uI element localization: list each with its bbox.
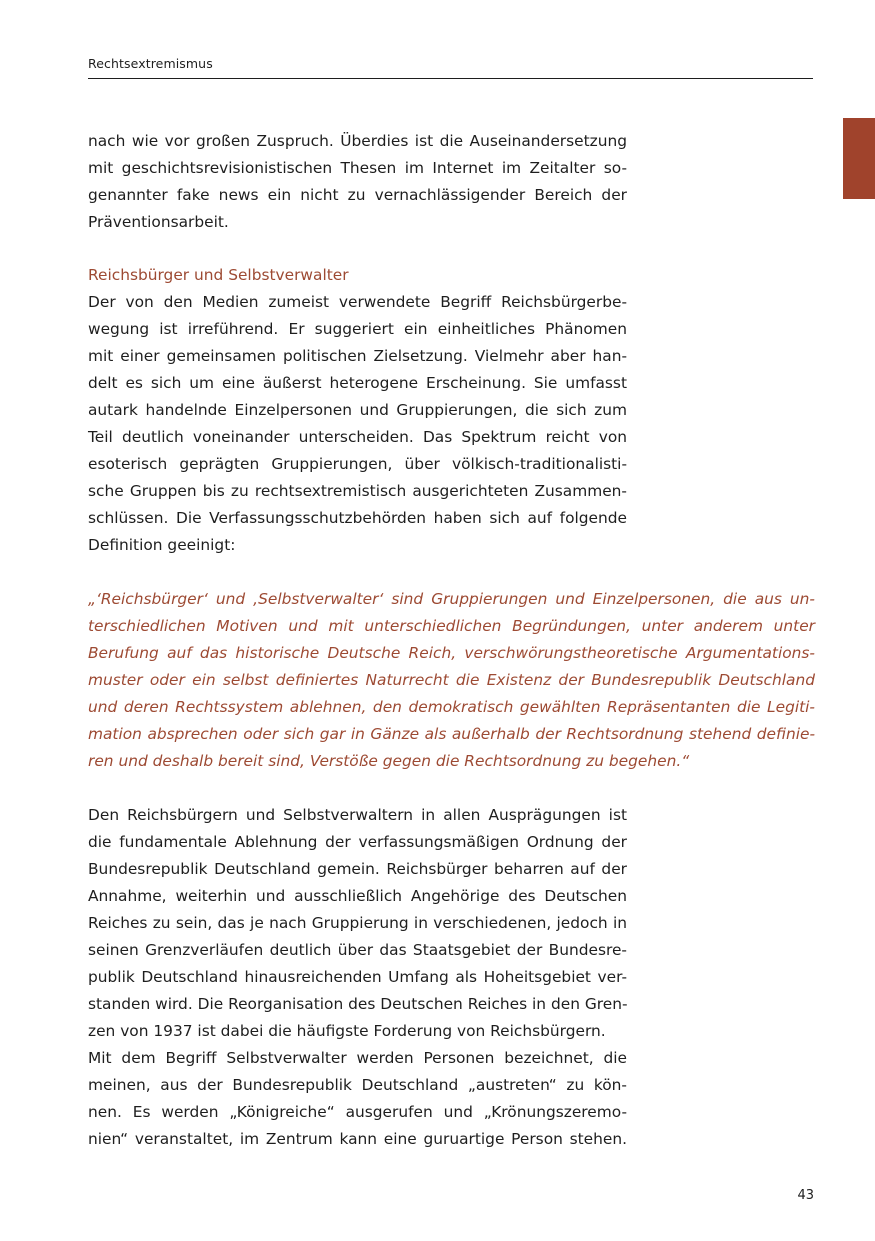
text-line: meinen, aus der Bundesrepublik Deutschland „austreten“ zu kön-	[88, 1076, 627, 1094]
quote-line: terschiedlichen Motiven und mit unterschiedlichen Begründungen, unter anderem unter	[88, 617, 815, 635]
text-line: seinen Grenzverläufen deutlich über das Staatsgebiet der Bundesre-	[88, 941, 627, 959]
text-line: Definition geeinigt:	[88, 536, 236, 554]
text-line: nach wie vor großen Zuspruch. Überdies ist die Auseinandersetzung	[88, 132, 627, 150]
text-line: Reiches zu sein, das je nach Gruppierung in verschiedenen, jedoch in	[88, 914, 627, 932]
quote-line: Berufung auf das historische Deutsche Reich, verschwörungstheoretische Argumentations-	[88, 644, 815, 662]
text-line: Den Reichsbürgern und Selbstverwaltern in allen Ausprägungen ist	[88, 806, 627, 824]
quote-line: und deren Rechtssystem ablehnen, den demokratisch gewählten Repräsentanten die Legiti-	[88, 698, 815, 716]
definition-quote	[88, 586, 815, 775]
text-line: Mit dem Begriff Selbstverwalter werden Personen bezeichnet, die	[88, 1049, 627, 1067]
paragraph-4-text	[88, 1045, 627, 1153]
quote-line: „‘Reichsbürger‘ und ‚Selbstverwalter‘ sind Gruppierungen und Einzelpersonen, die aus un-	[88, 590, 815, 608]
text-line: die fundamentale Ablehnung der verfassungsmäßigen Ordnung der	[88, 833, 627, 851]
section-reichsbuerger	[88, 262, 627, 559]
text-line: genannter fake news ein nicht zu vernachlässigender Bereich der	[88, 186, 627, 204]
paragraph-2-text	[88, 289, 627, 559]
text-line: zen von 1937 ist dabei die häufigste Forderung von Reichsbürgern.	[88, 1022, 606, 1040]
paragraph-1	[88, 128, 627, 236]
header-rule	[88, 78, 813, 79]
text-line: Teil deutlich voneinander unterscheiden. Das Spektrum reicht von	[88, 428, 627, 446]
running-head: Rechtsextremismus	[88, 56, 213, 71]
text-line: Präventionsarbeit.	[88, 213, 229, 231]
text-line: schlüssen. Die Verfassungsschutzbehörden haben sich auf folgende	[88, 509, 627, 527]
text-line: Annahme, weiterhin und ausschließlich Angehörige des Deutschen	[88, 887, 627, 905]
text-line: standen wird. Die Reorganisation des Deutschen Reiches in den Gren-	[88, 995, 628, 1013]
page-number: 43	[797, 1188, 814, 1203]
paragraph-3	[88, 802, 627, 1153]
paragraph-3-text	[88, 802, 627, 1045]
text-line: nen. Es werden „Königreiche“ ausgerufen und „Krönungszeremo-	[88, 1103, 627, 1121]
text-line: esoterisch geprägten Gruppierungen, über völkisch-traditionalisti-	[88, 455, 627, 473]
text-line: wegung ist irreführend. Er suggeriert ein einheitliches Phänomen	[88, 320, 627, 338]
chapter-tab-marker	[843, 118, 875, 199]
quote-line: ren und deshalb bereit sind, Verstöße gegen die Rechtsordnung zu begehen.“	[88, 752, 690, 770]
text-line: autark handelnde Einzelpersonen und Gruppierungen, die sich zum	[88, 401, 627, 419]
text-line: nien“ veranstaltet, im Zentrum kann eine guruartige Person stehen.	[88, 1130, 627, 1148]
text-line: sche Gruppen bis zu rechtsextremistisch ausgerichteten Zusammen-	[88, 482, 627, 500]
text-line: mit einer gemeinsamen politischen Zielsetzung. Vielmehr aber han-	[88, 347, 627, 365]
quote-line: mation absprechen oder sich gar in Gänze als außerhalb der Rechtsordnung stehend definie-	[88, 725, 815, 743]
text-line: Bundesrepublik Deutschland gemein. Reichsbürger beharren auf der	[88, 860, 627, 878]
paragraph-1-text	[88, 128, 627, 236]
text-line: Der von den Medien zumeist verwendete Begriff Reichsbürgerbe-	[88, 293, 627, 311]
text-line: mit geschichtsrevisionistischen Thesen im Internet im Zeitalter so-	[88, 159, 627, 177]
quote-line: muster oder ein selbst definiertes Naturrecht die Existenz der Bundesrepublik Deutschland	[88, 671, 815, 689]
text-line: publik Deutschland hinausreichenden Umfang als Hoheitsgebiet ver-	[88, 968, 627, 986]
section-heading: Reichsbürger und Selbstverwalter	[88, 266, 349, 284]
text-line: delt es sich um eine äußerst heterogene Erscheinung. Sie umfasst	[88, 374, 627, 392]
